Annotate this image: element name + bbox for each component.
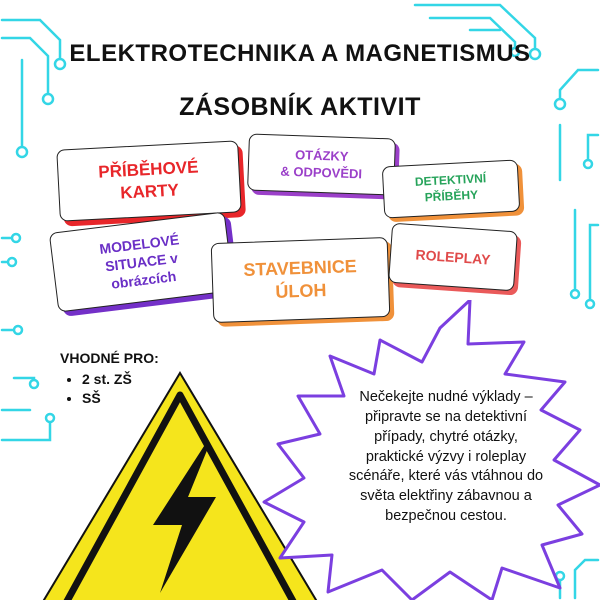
- bubble-line: případy, chytré otázky,: [374, 428, 518, 445]
- bubble-text: [320, 388, 572, 527]
- card-label: OTÁZKY: [294, 146, 349, 164]
- card-label: PŘÍBĚHOVÉ: [97, 157, 199, 182]
- list-item: • SŠ: [82, 390, 159, 406]
- card-roleplay: [388, 223, 518, 292]
- bubble-line: bezpečnou cestou.: [385, 508, 507, 525]
- bubble-line: Nečekejte nudné výklady –: [359, 389, 533, 405]
- card-label: obrázcích: [110, 268, 178, 292]
- card-label: ROLEPLAY: [415, 246, 491, 268]
- card-label: PŘÍBĚHY: [424, 187, 479, 205]
- page-title: ELEKTROTECHNIKA A MAGNETISMUS: [69, 40, 531, 67]
- list-item: • 2 st. ZŠ: [82, 371, 159, 387]
- card-detektivni-pribehy: [382, 159, 521, 218]
- suitable-heading: VHODNÉ PRO:: [60, 350, 159, 366]
- card-label: STAVEBNICE: [243, 255, 358, 280]
- bubble-line: scénáře, které vás vtáhnou do: [348, 468, 544, 485]
- bubble-line: praktické výzvy i roleplay: [365, 448, 527, 465]
- card-label: ÚLOH: [275, 280, 327, 302]
- card-label: KARTY: [119, 180, 180, 203]
- suitable-list: [60, 371, 159, 406]
- bubble-line: světa elektřiny zábavnou a: [360, 488, 532, 505]
- card-label: MODELOVÉ: [98, 231, 181, 257]
- suitable-for: [60, 350, 159, 409]
- card-label: & ODPOVĚDI: [280, 163, 363, 181]
- card-label: DETEKTIVNÍ: [414, 171, 487, 190]
- page-subtitle: ZÁSOBNÍK AKTIVIT: [179, 93, 421, 121]
- card-label: SITUACE v: [104, 249, 179, 275]
- card-pribehove-karty: [56, 140, 242, 221]
- bubble-line: připravte se na detektivní: [364, 408, 527, 425]
- card-otazky-odpovedi: [247, 133, 396, 195]
